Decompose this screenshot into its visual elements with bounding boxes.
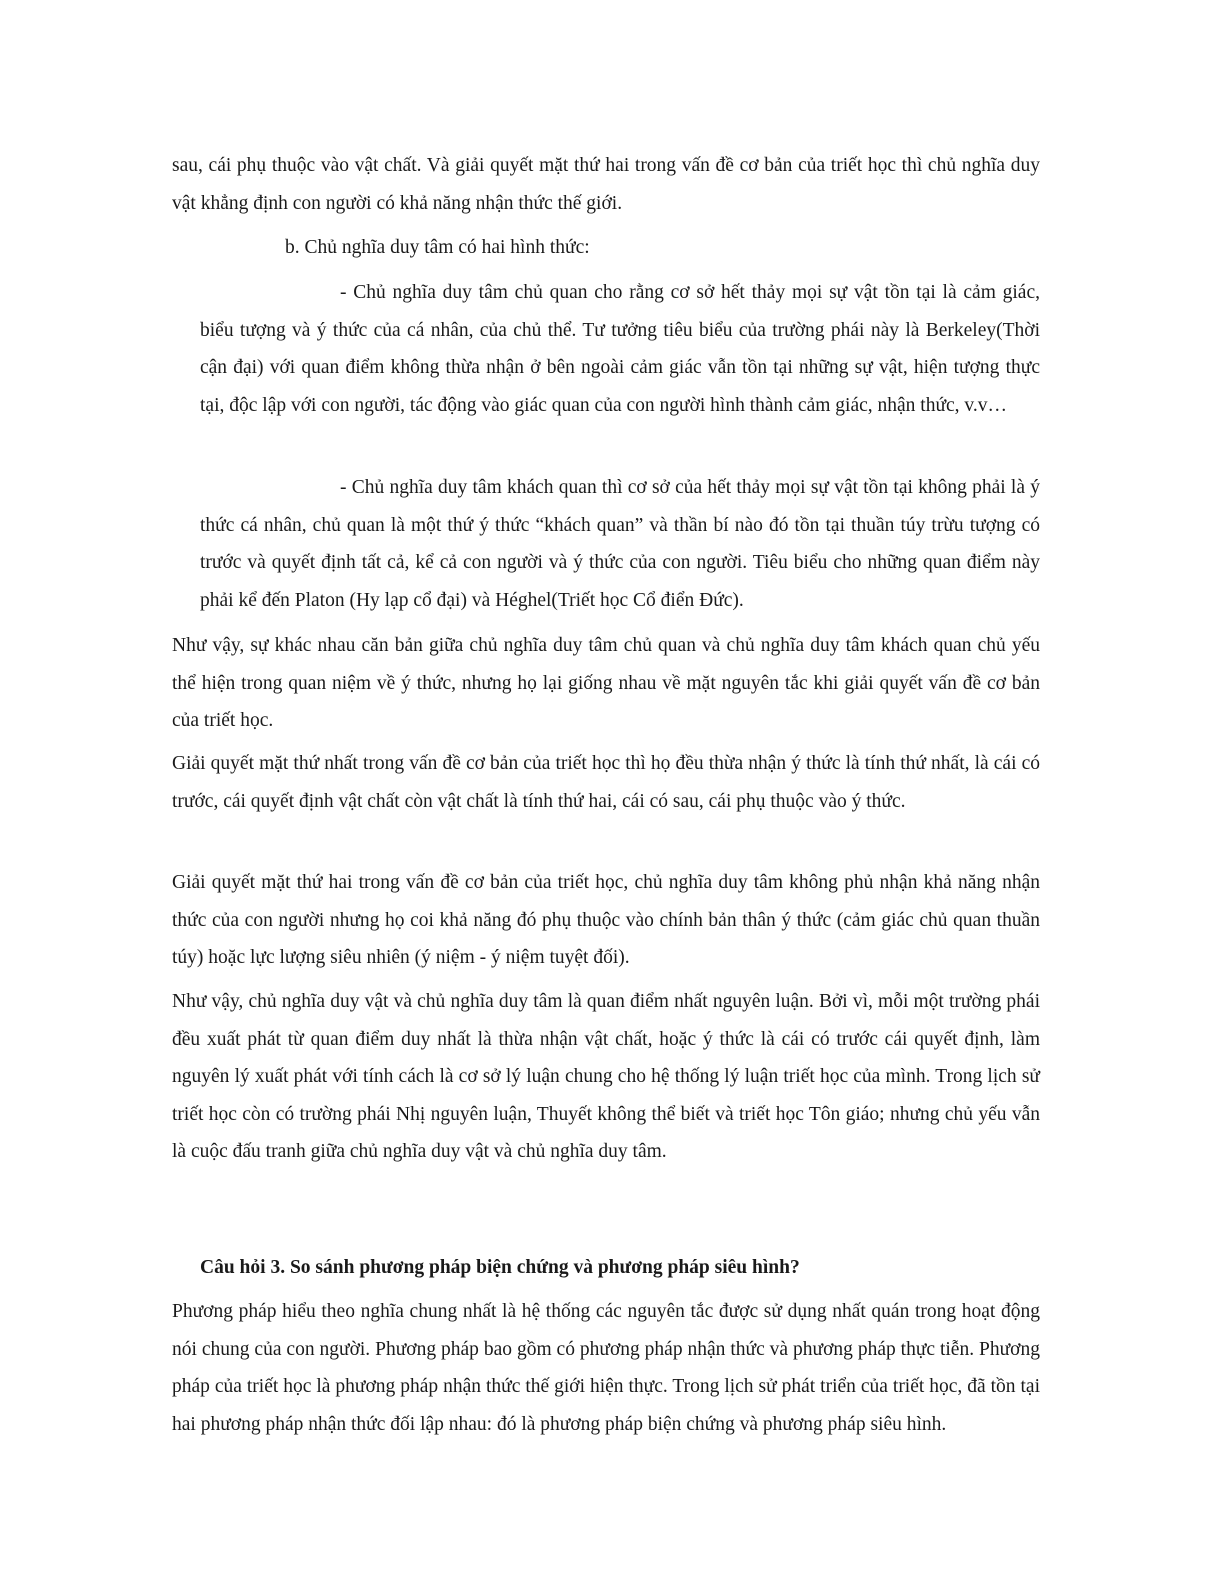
paragraph-monism: Như vậy, chủ nghĩa duy vật và chủ nghĩa duy tâm là quan điểm nhất nguyên luận. Bởi vì, mỗi một trường phái đều xuất phát từ quan điểm duy nhất là thừa nhận vật chất, hoặc ý thức là cái có trước cái quyết định, làm nguyên lý xuất phát với tính cách là cơ sở lý luận chung cho hệ thống lý luận triết học của mình. Trong lịch sử triết học còn có trường phái Nhị nguyên luận, Thuyết không thể biết và triết học Tôn giáo; nhưng chủ yếu vẫn là cuộc đấu tranh giữa chủ nghĩa duy vật và chủ nghĩa duy tâm. bbox=[172, 991, 1040, 1162]
paragraph-idealism-forms-intro: b. Chủ nghĩa duy tâm có hai hình thức: bbox=[285, 237, 590, 258]
paragraph-materialism-conclusion: sau, cái phụ thuộc vào vật chất. Và giải quyết mặt thứ hai trong vấn đề cơ bản của triết học thì chủ nghĩa duy vật khẳng định con người có khả năng nhận thức thế giới. bbox=[172, 155, 1040, 214]
paragraph-objective-idealism: - Chủ nghĩa duy tâm khách quan thì cơ sở của hết thảy mọi sự vật tồn tại không phải là ý thức cá nhân, chủ quan là một thứ ý thức “khách quan” và thần bí nào đó tồn tại thuần túy trừu tượng có trước và quyết định tất cả, kể cả con người và ý thức của con người. Tiêu biểu cho những quan điểm này phải kể đến Platon (Hy lạp cổ đại) và Héghel(Triết học Cổ điển Đức). bbox=[200, 477, 1040, 611]
question-3-heading: Câu hỏi 3. So sánh phương pháp biện chứng và phương pháp siêu hình? bbox=[200, 1257, 800, 1278]
paragraph-second-aspect: Giải quyết mặt thứ hai trong vấn đề cơ bản của triết học, chủ nghĩa duy tâm không phủ nhận khả năng nhận thức của con người nhưng họ coi khả năng đó phụ thuộc vào chính bản thân ý thức (cảm giác chủ quan thuần túy) hoặc lực lượng siêu nhiên (ý niệm - ý niệm tuyệt đối). bbox=[172, 872, 1040, 968]
paragraph-subjective-idealism: - Chủ nghĩa duy tâm chủ quan cho rằng cơ sở hết thảy mọi sự vật tồn tại là cảm giác, biểu tượng và ý thức của cá nhân, của chủ thể. Tư tưởng tiêu biểu của trường phái này là Berkeley(Thời cận đại) với quan điểm không thừa nhận ở bên ngoài cảm giác vẫn tồn tại những sự vật, hiện tượng thực tại, độc lập với con người, tác động vào giác quan của con người hình thành cảm giác, nhận thức, v.v… bbox=[200, 282, 1040, 416]
paragraph-method-definition: Phương pháp hiểu theo nghĩa chung nhất là hệ thống các nguyên tắc được sử dụng nhất quán trong hoạt động nói chung của con người. Phương pháp bao gồm có phương pháp nhận thức và phương pháp thực tiễn. Phương pháp của triết học là phương pháp nhận thức thế giới hiện thực. Trong lịch sử phát triển của triết học, đã tồn tại hai phương pháp nhận thức đối lập nhau: đó là phương pháp biện chứng và phương pháp siêu hình. bbox=[172, 1301, 1040, 1435]
paragraph-idealism-difference: Như vậy, sự khác nhau căn bản giữa chủ nghĩa duy tâm chủ quan và chủ nghĩa duy tâm khách quan chủ yếu thể hiện trong quan niệm về ý thức, nhưng họ lại giống nhau về mặt nguyên tắc khi giải quyết vấn đề cơ bản của triết học. bbox=[172, 635, 1040, 731]
paragraph-first-aspect: Giải quyết mặt thứ nhất trong vấn đề cơ bản của triết học thì họ đều thừa nhận ý thức là tính thứ nhất, là cái có trước, cái quyết định vật chất còn vật chất là tính thứ hai, cái có sau, cái phụ thuộc vào ý thức. bbox=[172, 753, 1040, 812]
